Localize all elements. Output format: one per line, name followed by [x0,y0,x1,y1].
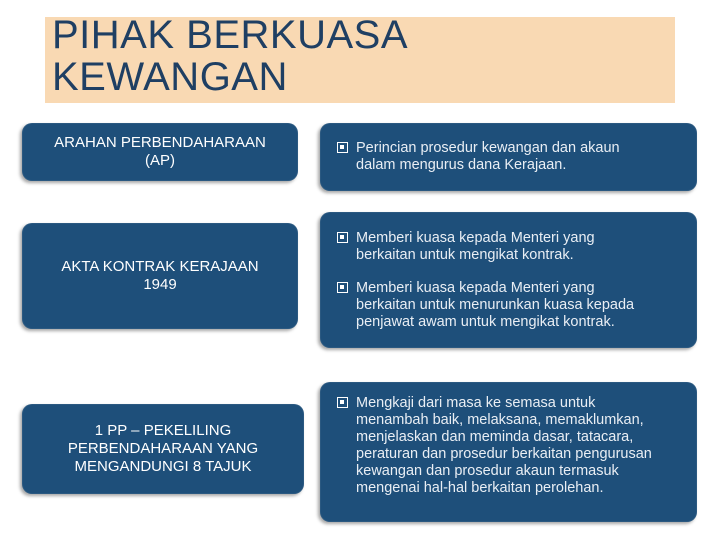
bullet-line: Memberi kuasa kepada Menteri yang [356,230,595,246]
bullet-line: berkaitan untuk mengikat kontrak. [356,247,574,263]
bullet-line: penjawat awam untuk mengikat kontrak. [356,314,615,330]
bullet-line: menjelaskan dan meminda dasar, tatacara, [356,429,634,445]
left-box-akta-kontrak [22,223,298,329]
right-box-pekeliling [320,382,697,522]
slide-title [52,14,672,98]
bullet-line: berkaitan untuk menurunkan kuasa kepada [356,297,635,313]
checkbox-square-icon [337,397,348,408]
left-box-line: MENGANDUNGI 8 TAJUK [74,458,252,475]
bullet-item [334,280,685,331]
bullet-item [334,395,685,497]
bullet-line: Mengkaji dari masa ke semasa untuk [356,395,596,411]
left-box-line: ARAHAN PERBENDAHARAAN [54,134,266,151]
bullet-line: mengenai hal-hal berkaitan perolehan. [356,480,604,496]
bullet-line: dalam mengurus dana Kerajaan. [356,157,567,173]
bullet-line: peraturan dan prosedur berkaitan pengurusan [356,446,652,462]
left-box-arahan-perbendaharaan [22,123,298,181]
bullet-line: kewangan dan prosedur akaun termasuk [356,463,619,479]
bullet-item [334,140,685,174]
right-box-arahan-perbendaharaan [320,123,697,191]
checkbox-square-icon [337,282,348,293]
bullet-item [334,230,685,264]
checkbox-square-icon [337,142,348,153]
bullet-line: Memberi kuasa kepada Menteri yang [356,280,595,296]
title-line-2: KEWANGAN [52,55,288,99]
right-box-akta-kontrak [320,212,697,348]
bullet-line: Perincian prosedur kewangan dan akaun [356,140,620,156]
left-box-pekeliling [22,404,304,494]
left-box-line: (AP) [145,152,175,169]
title-line-1: PIHAK BERKUASA [52,13,409,57]
left-box-line: AKTA KONTRAK KERAJAAN [61,258,259,275]
left-box-line: 1 PP – PEKELILING [94,422,232,439]
checkbox-square-icon [337,232,348,243]
bullet-line: menambah baik, melaksana, memaklumkan, [356,412,644,428]
left-box-line: PERBENDAHARAAN YANG [67,440,259,457]
left-box-line: 1949 [143,276,177,293]
